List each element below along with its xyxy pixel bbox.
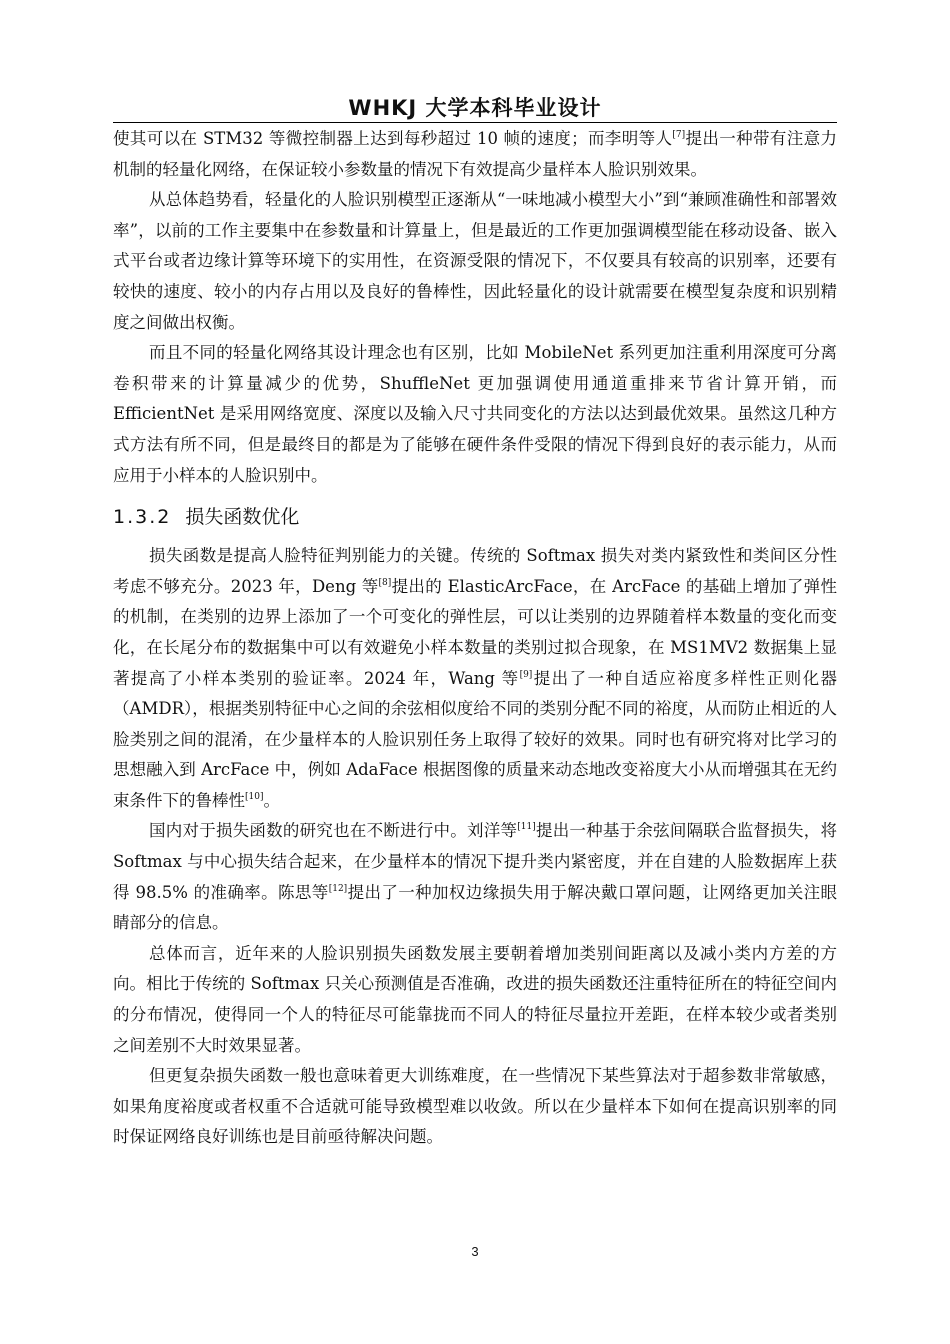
citation: [12] [328,883,348,894]
paragraph: 总体而言，近年来的人脸识别损失函数发展主要朝着增加类别间距离以及减小类内方差的方向。相比于传统的 Softmax 只关心预测值是否准确，改进的损失函数还注重特征所在的特征空间内的分布情况，使得同一个人的特征尽可能靠拢而不同人的特征尽量拉开差距，在样本较少或者类别之间差别不大时效果显著。 [113,943,837,1055]
document-body [113,124,837,1153]
section-heading [113,499,837,535]
citation: [10] [245,791,264,802]
page-header: WHKJ 大学本科毕业设计 [348,96,602,120]
citation: [11] [517,822,536,833]
paragraph: 国内对于损失函数的研究也在不断进行中。刘洋等[11]提出一种基于余弦间隔联合监督损失，将 Softmax 与中心损失结合起来，在少量样本的情况下提升类内紧密度，并在自建的人脸数据库上获得 98.5% 的准确率。陈思等[12]提出了一种加权边缘损失用于解决戴口罩问题，让网络更加关注眼睛部分的信息。 [113,821,838,933]
paragraph: 从总体趋势看，轻量化的人脸识别模型正逐渐从“一味地减小模型大小”到“兼顾准确性和部署效率”，以前的工作主要集中在参数量和计算量上，但是最近的工作更加强调模型能在移动设备、嵌入式平台或者边缘计算等环境下的实用性，在资源受限的情况下，不仅要具有较高的识别率，还要有较快的速度、较小的内存占用以及良好的鲁棒性，因此轻量化的设计就需要在模型复杂度和识别精度之间做出权衡。 [113,190,837,332]
paragraph: 使其可以在 STM32 等微控制器上达到每秒超过 10 帧的速度；而李明等人[7]提出一种带有注意力机制的轻量化网络，在保证较小参数量的情况下有效提高少量样本人脸识别效果。 [113,129,837,179]
paragraph: 但更复杂损失函数一般也意味着更大训练难度，在一些情况下某些算法对于超参数非常敏感，如果角度裕度或者权重不合适就可能导致模型难以收敛。所以在少量样本下如何在提高识别率的同时保证网络良好训练也是目前亟待解决问题。 [113,1066,837,1147]
page-number: 3 [471,1244,479,1259]
section-title: 损失函数优化 [185,506,300,529]
citation: [7] [672,130,686,140]
citation: [8] [378,577,392,588]
citation: [9] [519,669,533,680]
paragraph: 而且不同的轻量化网络其设计理念也有区别，比如 MobileNet 系列更加注重利用深度可分离卷积带来的计算量减少的优势，ShuffleNet 更加强调使用通道重排来节省计算开销，而 EfficientNet 是采用网络宽度、深度以及输入尺寸共同变化的方法以达到最优效果。虽然这几种方式方法有所不同，但是最终目的都是为了能够在硬件条件受限的情况下得到良好的表示能力，从而应用于小样本的人脸识别中。 [113,343,837,485]
header-rule [113,122,837,123]
paragraph: 损失函数是提高人脸特征判别能力的关键。传统的 Softmax 损失对类内紧致性和类间区分性考虑不够充分。2023 年，Deng 等[8]提出的 ElasticArcFace，在 ArcFace 的基础上增加了弹性的机制，在类别的边界上添加了一个可变化的弹性层，可以让类别的边界随着样本数量的变化而变化，在长尾分布的数据集中可以有效避免小样本数量的类别过拟合现象，在 MS1MV2 数据集上显著提高了小样本类别的验证率。2024 年，Wang 等[9]提出了一种自适应裕度多样性正则化器（AMDR），根据类别特征中心之间的余弦相似度给不同的类别分配不同的裕度，从而防止相近的人脸类别之间的混淆，在少量样本的人脸识别任务上取得了较好的效果。同时也有研究将对比学习的思想融入到 ArcFace 中，例如 AdaFace 根据图像的质量来动态地改变裕度大小从而增强其在无约束条件下的鲁棒性[10]。 [113,546,837,810]
section-number: 1.3.2 [113,506,172,529]
